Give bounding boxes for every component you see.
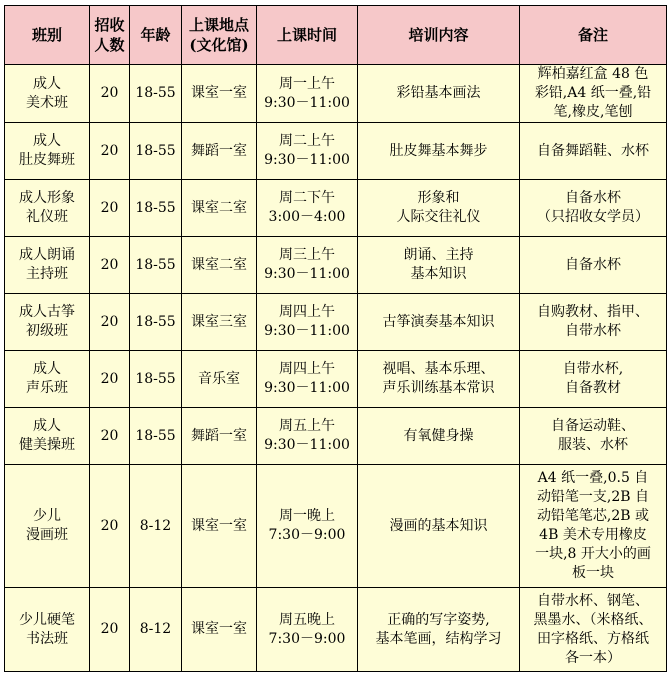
class-name-cell-line: 成人: [33, 418, 61, 434]
time-cell: [257, 351, 358, 408]
time-cell-line: 3:00－4:00: [268, 209, 346, 225]
class-name-cell: [5, 351, 90, 408]
notes-cell-line: （只招收女学员）: [537, 209, 649, 225]
age-cell: 18-55: [130, 123, 182, 180]
time-cell-line: 7:30－9:00: [268, 630, 346, 647]
notes-cell: [520, 294, 667, 351]
time-cell-line: 周五上午: [279, 418, 335, 434]
time-cell-line: 周五晚上: [279, 611, 335, 628]
notes-cell: [520, 123, 667, 180]
notes-cell-line: A4 纸一叠,0.5 自: [537, 470, 649, 486]
header-quota: 招收 人数: [90, 6, 130, 65]
content-cell-line: 朗诵、主持: [403, 247, 474, 263]
quota-cell: 20: [90, 465, 130, 588]
notes-cell-line: 自备水杯: [565, 190, 621, 206]
header-location: 上课地点 (文化馆): [182, 6, 257, 65]
content-cell: [358, 123, 520, 180]
class-name-cell-line: 初级班: [26, 323, 68, 339]
time-cell-line: 9:30－11:00: [264, 380, 350, 396]
quota-cell: 20: [90, 351, 130, 408]
class-name-cell-line: 成人形象: [19, 190, 75, 206]
time-cell-line: 周四上午: [279, 361, 335, 377]
notes-cell-line: 自备教材: [565, 380, 621, 396]
class-name-cell-line: 书法班: [26, 630, 68, 647]
age-cell: 8-12: [130, 465, 182, 588]
content-cell-line: 人际交往礼仪: [396, 209, 481, 225]
notes-cell: [520, 588, 667, 672]
class-name-cell-line: 成人古筝: [19, 304, 75, 320]
time-cell-line: 9:30－11:00: [264, 266, 350, 282]
age-cell: 18-55: [130, 65, 182, 123]
notes-cell-line: 服装、水杯: [558, 437, 628, 453]
location-cell: 音乐室: [182, 351, 257, 408]
time-cell: [257, 65, 358, 123]
content-cell-line: 视唱、基本乐理、: [382, 361, 495, 377]
location-cell: 课室一室: [182, 465, 257, 588]
table-row: [5, 465, 667, 588]
class-name-cell-line: 美术班: [26, 94, 68, 111]
table-row: [5, 123, 667, 180]
class-name-cell: [5, 123, 90, 180]
content-cell-line: 形象和: [417, 190, 460, 206]
header-time: 上课时间: [257, 6, 358, 65]
notes-cell: [520, 237, 667, 294]
time-cell-line: 周四上午: [279, 304, 335, 320]
notes-cell-line: 辉柏嘉红盒 48 色: [537, 66, 649, 82]
notes-cell-line: 动铅笔笔芯,2B 或: [536, 508, 650, 524]
content-cell: [358, 237, 520, 294]
age-cell: 18-55: [130, 237, 182, 294]
class-name-cell: [5, 294, 90, 351]
time-cell-line: 周一晚上: [279, 508, 335, 524]
quota-cell: 20: [90, 588, 130, 672]
location-cell: 课室一室: [182, 588, 257, 672]
content-cell: [358, 465, 520, 588]
quota-cell: 20: [90, 180, 130, 237]
notes-cell-line: 自带水杯: [565, 323, 621, 339]
time-cell: [257, 180, 358, 237]
time-cell-line: 周三上午: [279, 247, 335, 263]
location-cell: 舞蹈一室: [182, 408, 257, 465]
age-cell: 18-55: [130, 351, 182, 408]
class-name-cell-line: 成人朗诵: [19, 247, 75, 263]
content-cell-line: 彩铅基本画法: [396, 85, 481, 101]
content-cell-line: 声乐训练基本常识: [382, 380, 495, 396]
quota-cell: 20: [90, 294, 130, 351]
age-cell: 18-55: [130, 408, 182, 465]
content-cell: [358, 408, 520, 465]
header-content: 培训内容: [358, 6, 520, 65]
class-name-cell-line: 少儿: [33, 508, 61, 524]
notes-cell-line: 自带水杯,: [562, 361, 624, 377]
content-cell-line: 漫画的基本知识: [389, 517, 488, 534]
time-cell: [257, 588, 358, 672]
class-name-cell-line: 成人: [33, 133, 61, 149]
class-name-cell-line: 主持班: [26, 266, 68, 282]
class-name-cell-line: 成人: [33, 361, 61, 377]
location-cell: 课室三室: [182, 294, 257, 351]
time-cell-line: 7:30－9:00: [268, 527, 346, 543]
content-cell: [358, 65, 520, 123]
quota-cell: 20: [90, 65, 130, 123]
age-cell: 8-12: [130, 588, 182, 672]
location-cell: 舞蹈一室: [182, 123, 257, 180]
location-cell: 课室一室: [182, 65, 257, 123]
content-cell: [358, 351, 520, 408]
content-cell: [358, 180, 520, 237]
notes-cell-line: 各一本）: [565, 649, 621, 666]
time-cell: [257, 294, 358, 351]
age-cell: 18-55: [130, 180, 182, 237]
class-name-cell-line: 漫画班: [26, 527, 68, 543]
content-cell-line: 有氧健身操: [403, 427, 474, 444]
notes-cell-line: 自备舞蹈鞋、水杯: [537, 142, 649, 159]
class-name-cell-line: 礼仪班: [26, 209, 68, 225]
notes-cell-line: 自备水杯: [565, 256, 621, 273]
course-table: [4, 5, 667, 672]
notes-cell-line: 自备运动鞋、: [551, 418, 635, 434]
location-cell: 课室二室: [182, 237, 257, 294]
content-cell-line: 基本笔画，结构学习: [375, 630, 502, 647]
time-cell-line: 周二下午: [279, 190, 335, 206]
header-class: 班别: [5, 6, 90, 65]
location-cell: 课室二室: [182, 180, 257, 237]
class-name-cell-line: 少儿硬笔: [19, 611, 75, 628]
class-name-cell: [5, 65, 90, 123]
class-name-cell-line: 肚皮舞班: [19, 152, 75, 168]
quota-cell: 20: [90, 123, 130, 180]
notes-cell: [520, 408, 667, 465]
notes-cell-line: 动铅笔一支,2B 自: [536, 489, 650, 505]
notes-cell: [520, 65, 667, 123]
class-name-cell: [5, 588, 90, 672]
table-row: [5, 65, 667, 123]
quota-cell: 20: [90, 408, 130, 465]
time-cell-line: 9:30－11:00: [264, 437, 350, 453]
table-row: [5, 588, 667, 672]
class-name-cell-line: 健美操班: [19, 437, 75, 453]
time-cell: [257, 408, 358, 465]
content-cell-line: 正确的写字姿势,: [387, 611, 490, 628]
table-row: [5, 180, 667, 237]
notes-cell-line: 黑墨水、（米格纸、: [533, 611, 653, 628]
content-cell: [358, 294, 520, 351]
content-cell-line: 古筝演奏基本知识: [382, 313, 495, 330]
header-notes: 备注: [520, 6, 667, 65]
table-row: [5, 237, 667, 294]
time-cell-line: 9:30－11:00: [264, 323, 350, 339]
table-row: [5, 294, 667, 351]
class-name-cell-line: 成人: [33, 75, 61, 92]
time-cell: [257, 465, 358, 588]
notes-cell-line: 自购教材、指甲、: [537, 304, 649, 320]
class-name-cell: [5, 465, 90, 588]
notes-cell: [520, 180, 667, 237]
notes-cell: [520, 465, 667, 588]
quota-cell: 20: [90, 237, 130, 294]
notes-cell-line: 一块,8 开大小的画: [535, 546, 651, 562]
table-row: [5, 351, 667, 408]
notes-cell-line: 自带水杯、钢笔、: [537, 592, 649, 609]
class-name-cell: [5, 180, 90, 237]
time-cell: [257, 123, 358, 180]
notes-cell-line: 彩铅,A4 纸一叠,铅: [534, 85, 652, 101]
content-cell-line: 基本知识: [410, 266, 467, 282]
content-cell-line: 肚皮舞基本舞步: [389, 142, 488, 159]
notes-cell: [520, 351, 667, 408]
time-cell-line: 9:30－11:00: [264, 152, 350, 168]
notes-cell-line: 田字格纸、方格纸: [537, 630, 649, 647]
notes-cell-line: 板一块: [572, 565, 614, 581]
header-age: 年龄: [130, 6, 182, 65]
time-cell-line: 周一上午: [279, 75, 335, 92]
time-cell-line: 周二上午: [279, 133, 335, 149]
class-name-cell-line: 声乐班: [26, 380, 68, 396]
header-row: [5, 6, 667, 65]
notes-cell-line: 4B 美术专用橡皮: [539, 527, 647, 543]
content-cell: [358, 588, 520, 672]
class-name-cell: [5, 408, 90, 465]
time-cell: [257, 237, 358, 294]
class-name-cell: [5, 237, 90, 294]
notes-cell-line: 笔,橡皮,笔刨: [553, 104, 633, 120]
time-cell-line: 9:30－11:00: [264, 94, 350, 111]
table-row: [5, 408, 667, 465]
age-cell: 18-55: [130, 294, 182, 351]
